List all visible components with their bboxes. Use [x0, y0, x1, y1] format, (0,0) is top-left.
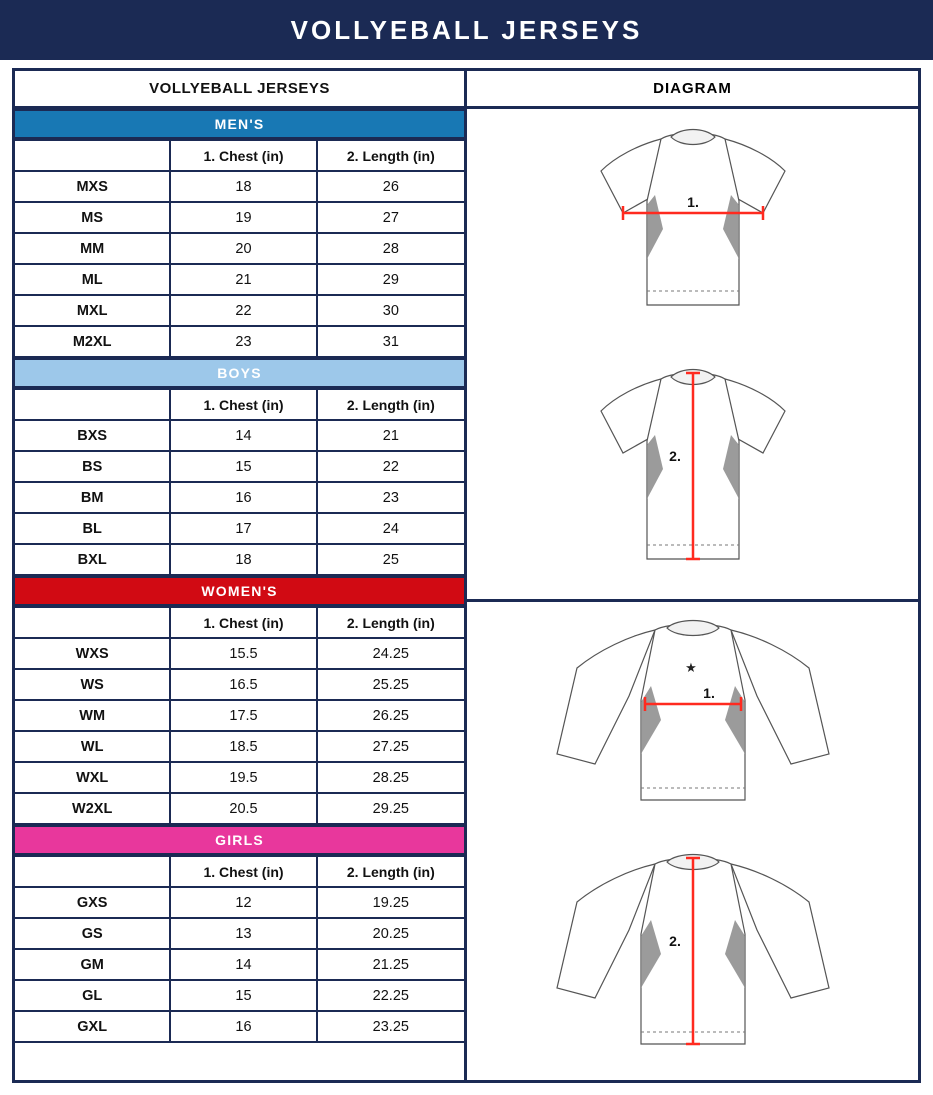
- cell-length: 30: [317, 295, 464, 326]
- group-header-boys: [15, 358, 464, 388]
- cell-length: 21.25: [317, 949, 464, 980]
- column-header-chest: 1. Chest (in): [170, 140, 316, 171]
- cell-chest: 16: [170, 1011, 316, 1042]
- table-row: [15, 949, 464, 980]
- cell-length: 25: [317, 544, 464, 575]
- cell-size: GL: [15, 980, 170, 1011]
- cell-chest: 14: [170, 420, 316, 451]
- cell-size: ML: [15, 264, 170, 295]
- cell-chest: 15: [170, 980, 316, 1011]
- table-row: [15, 700, 464, 731]
- cell-length: 29: [317, 264, 464, 295]
- diagram-heading: DIAGRAM: [467, 71, 918, 109]
- size-table-3: [15, 855, 464, 1043]
- table-row: [15, 171, 464, 202]
- table-header-row: [15, 856, 464, 887]
- table-header-row: [15, 389, 464, 420]
- table-header-row: [15, 140, 464, 171]
- cell-chest: 15: [170, 451, 316, 482]
- cell-chest: 13: [170, 918, 316, 949]
- cell-size: WS: [15, 669, 170, 700]
- cell-length: 27.25: [317, 731, 464, 762]
- table-row: [15, 918, 464, 949]
- group-label: MEN'S: [214, 116, 265, 132]
- cell-chest: 18: [170, 544, 316, 575]
- cell-size: GXS: [15, 887, 170, 918]
- table-row: [15, 482, 464, 513]
- cell-size: GXL: [15, 1011, 170, 1042]
- table-row: [15, 233, 464, 264]
- column-header-length: 2. Length (in): [317, 389, 464, 420]
- cell-size: MM: [15, 233, 170, 264]
- size-table-0: [15, 139, 464, 358]
- mens-jersey-length-figure: [543, 349, 843, 599]
- cell-size: BXS: [15, 420, 170, 451]
- cell-size: WXL: [15, 762, 170, 793]
- cell-chest: 19: [170, 202, 316, 233]
- column-header-size: [15, 607, 170, 638]
- group-label: BOYS: [217, 365, 262, 381]
- cell-size: WL: [15, 731, 170, 762]
- table-row: [15, 980, 464, 1011]
- cell-chest: 18: [170, 171, 316, 202]
- table-row: [15, 669, 464, 700]
- column-header-chest: 1. Chest (in): [170, 607, 316, 638]
- cell-length: 26.25: [317, 700, 464, 731]
- cell-chest: 20.5: [170, 793, 316, 824]
- cell-chest: 17: [170, 513, 316, 544]
- cell-chest: 21: [170, 264, 316, 295]
- cell-size: W2XL: [15, 793, 170, 824]
- table-row: [15, 264, 464, 295]
- cell-length: 26: [317, 171, 464, 202]
- cell-chest: 22: [170, 295, 316, 326]
- cell-length: 24: [317, 513, 464, 544]
- table-row: [15, 762, 464, 793]
- cell-length: 21: [317, 420, 464, 451]
- length-measure-label: 2.: [668, 933, 681, 949]
- table-row: [15, 420, 464, 451]
- cell-size: MXS: [15, 171, 170, 202]
- table-row: [15, 295, 464, 326]
- table-row: [15, 326, 464, 357]
- cell-chest: 17.5: [170, 700, 316, 731]
- group-header-girls: [15, 825, 464, 855]
- cell-length: 25.25: [317, 669, 464, 700]
- column-header-size: [15, 389, 170, 420]
- column-header-chest: 1. Chest (in): [170, 389, 316, 420]
- column-header-size: [15, 856, 170, 887]
- cell-size: BM: [15, 482, 170, 513]
- group-label: GIRLS: [215, 832, 264, 848]
- group-header-women-s: [15, 576, 464, 606]
- cell-length: 28.25: [317, 762, 464, 793]
- table-row: [15, 544, 464, 575]
- cell-chest: 23: [170, 326, 316, 357]
- womens-jersey-chest-figure: [533, 604, 853, 834]
- mens-diagram-pane: [467, 109, 918, 602]
- page-banner: [0, 0, 933, 60]
- group-header-men-s: [15, 109, 464, 139]
- column-header-length: 2. Length (in): [317, 607, 464, 638]
- cell-size: MS: [15, 202, 170, 233]
- table-row: [15, 513, 464, 544]
- table-row: [15, 451, 464, 482]
- size-table-column: [15, 71, 467, 1080]
- cell-chest: 15.5: [170, 638, 316, 669]
- cell-chest: 20: [170, 233, 316, 264]
- size-table-2: [15, 606, 464, 825]
- cell-length: 28: [317, 233, 464, 264]
- cell-size: GM: [15, 949, 170, 980]
- cell-chest: 16.5: [170, 669, 316, 700]
- logo-mark: ★: [684, 660, 697, 675]
- column-header-length: 2. Length (in): [317, 856, 464, 887]
- length-measure-label: 2.: [668, 448, 681, 464]
- mens-jersey-chest-figure: [543, 109, 843, 349]
- column-header-size: [15, 140, 170, 171]
- cell-length: 20.25: [317, 918, 464, 949]
- cell-length: 29.25: [317, 793, 464, 824]
- cell-length: 22: [317, 451, 464, 482]
- table-row: [15, 887, 464, 918]
- cell-length: 22.25: [317, 980, 464, 1011]
- cell-chest: 16: [170, 482, 316, 513]
- diagram-column: [467, 71, 918, 1080]
- cell-length: 24.25: [317, 638, 464, 669]
- cell-size: BXL: [15, 544, 170, 575]
- table-header-row: [15, 607, 464, 638]
- banner-title: VOLLYEBALL JERSEYS: [290, 14, 643, 45]
- cell-size: WM: [15, 700, 170, 731]
- cell-size: BL: [15, 513, 170, 544]
- table-row: [15, 202, 464, 233]
- size-table-1: [15, 388, 464, 576]
- table-title: VOLLYEBALL JERSEYS: [15, 71, 464, 109]
- cell-chest: 14: [170, 949, 316, 980]
- size-groups: [15, 109, 464, 1043]
- chest-measure-label: 1.: [686, 194, 699, 210]
- womens-diagram-pane: [467, 602, 918, 1080]
- cell-size: GS: [15, 918, 170, 949]
- chart-frame: [12, 68, 921, 1083]
- cell-length: 31: [317, 326, 464, 357]
- cell-chest: 12: [170, 887, 316, 918]
- womens-jersey-length-figure: [533, 838, 853, 1078]
- table-row: [15, 793, 464, 824]
- group-label: WOMEN'S: [201, 583, 278, 599]
- cell-chest: 19.5: [170, 762, 316, 793]
- table-row: [15, 638, 464, 669]
- chest-measure-label: 1.: [702, 685, 715, 701]
- cell-length: 23: [317, 482, 464, 513]
- column-header-length: 2. Length (in): [317, 140, 464, 171]
- cell-size: MXL: [15, 295, 170, 326]
- cell-size: WXS: [15, 638, 170, 669]
- table-row: [15, 731, 464, 762]
- cell-length: 23.25: [317, 1011, 464, 1042]
- cell-length: 27: [317, 202, 464, 233]
- cell-size: M2XL: [15, 326, 170, 357]
- cell-chest: 18.5: [170, 731, 316, 762]
- cell-length: 19.25: [317, 887, 464, 918]
- table-row: [15, 1011, 464, 1042]
- column-header-chest: 1. Chest (in): [170, 856, 316, 887]
- cell-size: BS: [15, 451, 170, 482]
